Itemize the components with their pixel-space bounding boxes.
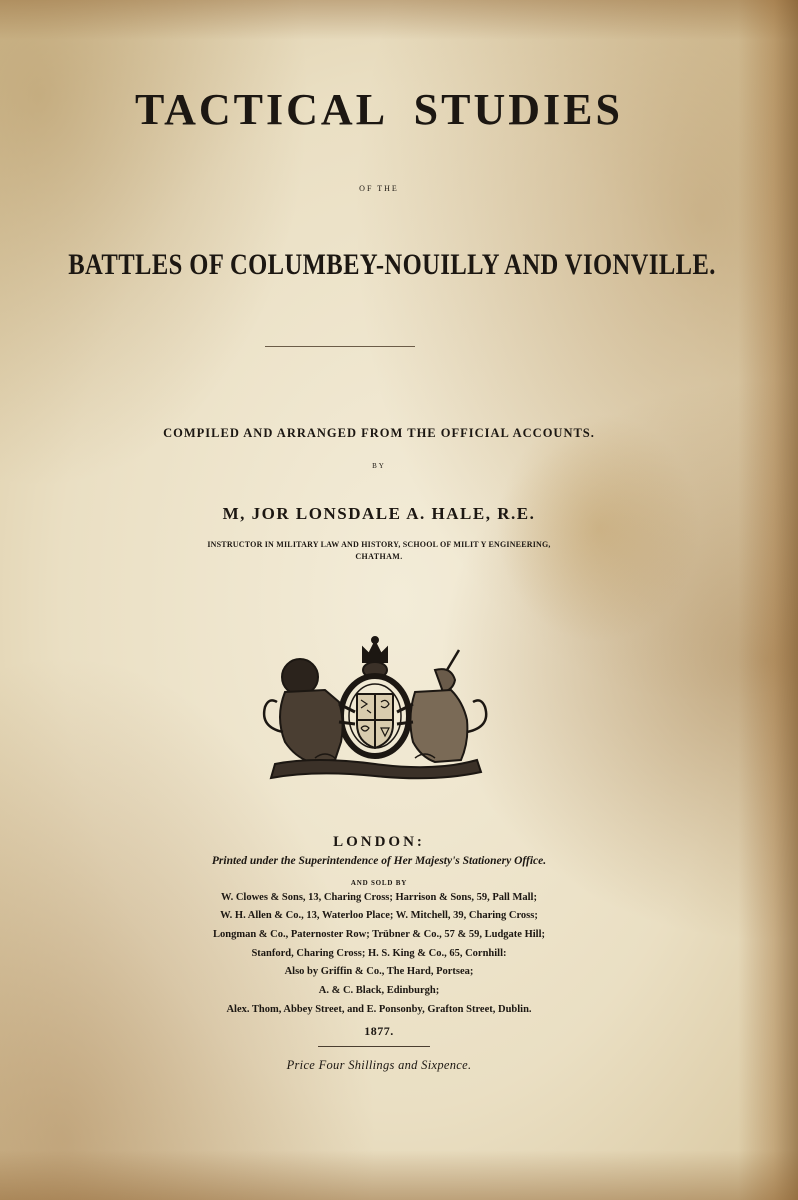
imprint-agent-line: W. H. Allen & Co., 13, Waterloo Place; W. Mitchell, 39, Charing Cross; [220,910,538,921]
imprint-agent-line: Alex. Thom, Abbey Street, and E. Ponsonby, Grafton Street, Dublin. [226,1004,532,1015]
author-name: M, JOR LONSDALE A. HALE, R.E. [222,504,536,523]
by-label: BY [372,462,386,470]
imprint-agent-line: Stanford, Charing Cross; H. S. King & Co., 65, Cornhill: [251,948,507,959]
imprint-printed: Printed under the Superintendence of Her Majesty's Stationery Office. [211,855,547,867]
imprint-agent-line: W. Clowes & Sons, 13, Charing Cross; Harrison & Sons, 59, Pall Mall; [221,892,537,903]
book-subject: BATTLES OF COLUMBEY-NOUILLY AND VIONVILLE. [68,248,716,281]
paper-stain-top [0,0,798,40]
publication-year: 1877. [364,1024,394,1038]
compiled-line: COMPILED AND ARRANGED FROM THE OFFICIAL ACCOUNTS. [163,426,595,440]
imprint-agent-line: A. & C. Black, Edinburgh; [318,985,440,996]
royal-coat-of-arms-icon [255,632,495,782]
imprint-agent-line: Longman & Co., Paternoster Row; Trübner & Co., 57 & 59, Ludgate Hill; [212,929,545,940]
author-position: INSTRUCTOR IN MILITARY LAW AND HISTORY, SCHOOL OF MILIT Y ENGINEERING, [207,540,551,549]
divider-rule [265,346,415,347]
price-line: Price Four Shillings and Sixpence. [286,1058,472,1072]
paper-stain-bottom [0,1150,798,1200]
paper-stain-right [738,0,798,1200]
imprint-sold-by: AND SOLD BY [350,879,408,887]
of-the-label: OF THE [359,184,399,193]
book-title: TACTICAL STUDIES [135,85,623,134]
imprint-city: LONDON: [333,834,425,850]
divider-rule [318,1046,430,1047]
author-location: CHATHAM. [355,552,403,561]
imprint-agent-line: Also by Griffin & Co., The Hard, Portsea; [284,966,474,977]
